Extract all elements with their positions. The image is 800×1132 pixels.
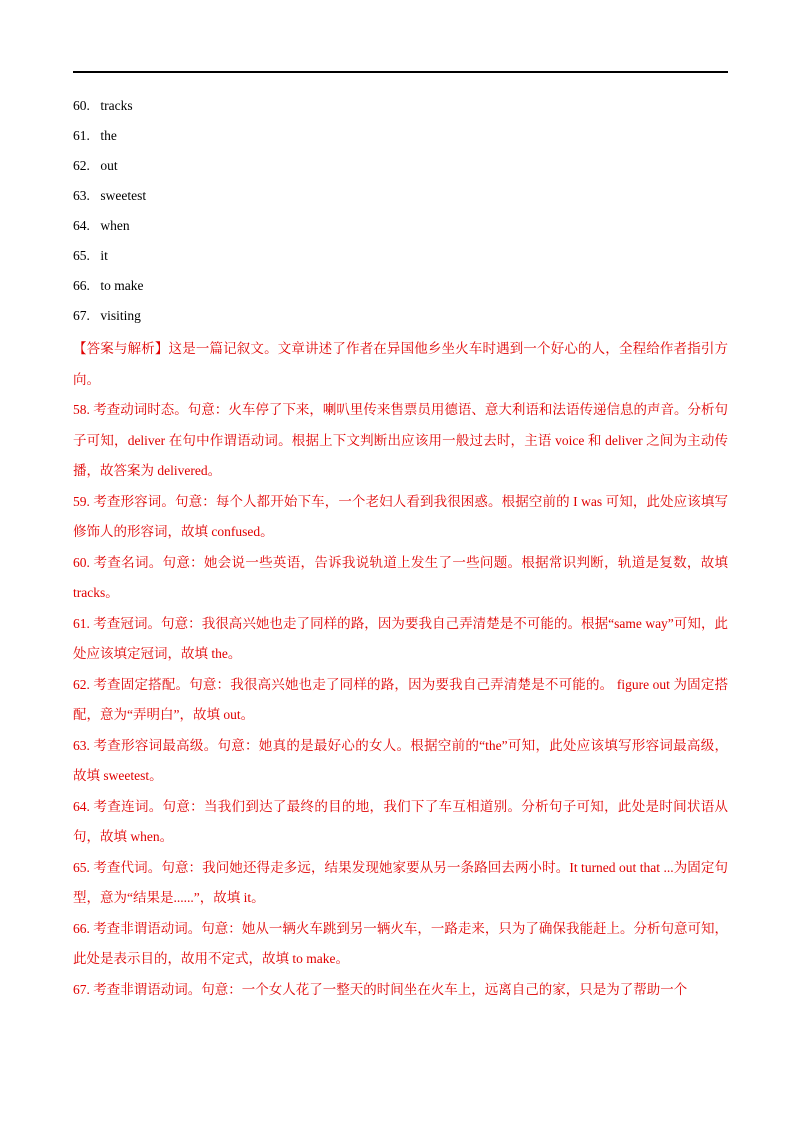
answer-item bbox=[73, 96, 728, 126]
answer-item bbox=[73, 246, 728, 276]
answer-text: sweetest bbox=[100, 188, 147, 203]
answer-number: 60. bbox=[73, 98, 90, 113]
answer-item bbox=[73, 156, 728, 186]
analysis-section bbox=[73, 334, 728, 1005]
analysis-item: 58. 考查动词时态。句意：火车停了下来，喇叭里传来售票员用德语、意大利语和法语传递信息的声音。分析句子可知，deliver 在句中作谓语动词。根据上下文判断出应该用一般过去时，主语 voice 和 deliver 之间为主动传播，故答案为 delivered。 bbox=[73, 402, 728, 478]
answer-number: 63. bbox=[73, 188, 90, 203]
analysis-item: 60. 考查名词。句意：她会说一些英语，告诉我说轨道上发生了一些问题。根据常识判断，轨道是复数，故填 tracks。 bbox=[73, 554, 728, 600]
answer-item bbox=[73, 126, 728, 156]
answer-text: when bbox=[100, 218, 130, 233]
analysis-item: 61. 考查冠词。句意：我很高兴她也走了同样的路，因为要我自己弄清楚是不可能的。根据“same way”可知，此处应该填定冠词，故填 the。 bbox=[73, 615, 728, 661]
analysis-item: 67. 考查非谓语动词。句意：一个女人花了一整天的时间坐在火车上，远离自己的家，只是为了帮助一个 bbox=[73, 981, 688, 997]
analysis-item: 62. 考查固定搭配。句意：我很高兴她也走了同样的路，因为要我自己弄清楚是不可能的。 figure out 为固定搭配，意为“弄明白”，故填 out。 bbox=[73, 676, 728, 722]
header-rule bbox=[73, 71, 728, 73]
analysis-item: 66. 考查非谓语动词。句意：她从一辆火车跳到另一辆火车，一路走来，只为了确保我能赶上。分析句意可知，此处是表示目的，故用不定式，故填 to make。 bbox=[73, 920, 728, 966]
answer-text: it bbox=[100, 248, 108, 263]
answer-item bbox=[73, 306, 728, 336]
answer-item bbox=[73, 186, 728, 216]
answer-number: 64. bbox=[73, 218, 90, 233]
answer-number: 66. bbox=[73, 278, 90, 293]
analysis-item: 63. 考查形容词最高级。句意：她真的是最好心的女人。根据空前的“the”可知，此处应该填写形容词最高级，故填 sweetest。 bbox=[73, 737, 728, 783]
answer-list bbox=[73, 96, 728, 336]
answer-text: the bbox=[100, 128, 117, 143]
answer-item bbox=[73, 276, 728, 306]
analysis-item: 64. 考查连词。句意：当我们到达了最终的目的地，我们下了车互相道别。分析句子可知，此处是时间状语从句，故填 when。 bbox=[73, 798, 728, 844]
analysis-item: 65. 考查代词。句意：我问她还得走多远，结果发现她家要从另一条路回去两小时。It turned out that ...为固定句型，意为“结果是......”，故填 it。 bbox=[73, 859, 728, 905]
answer-number: 62. bbox=[73, 158, 90, 173]
answer-number: 67. bbox=[73, 308, 90, 323]
answer-text: to make bbox=[100, 278, 144, 293]
answer-text: out bbox=[100, 158, 118, 173]
answer-text: visiting bbox=[100, 308, 141, 323]
answer-item bbox=[73, 216, 728, 246]
answer-number: 65. bbox=[73, 248, 90, 263]
analysis-intro: 【答案与解析】这是一篇记叙文。文章讲述了作者在异国他乡坐火车时遇到一个好心的人，全程给作者指引方向。 bbox=[73, 341, 728, 387]
analysis-item: 59. 考查形容词。句意：每个人都开始下车，一个老妇人看到我很困惑。根据空前的 I was 可知，此处应该填写修饰人的形容词，故填 confused。 bbox=[73, 493, 728, 539]
answer-number: 61. bbox=[73, 128, 90, 143]
answer-text: tracks bbox=[100, 98, 133, 113]
